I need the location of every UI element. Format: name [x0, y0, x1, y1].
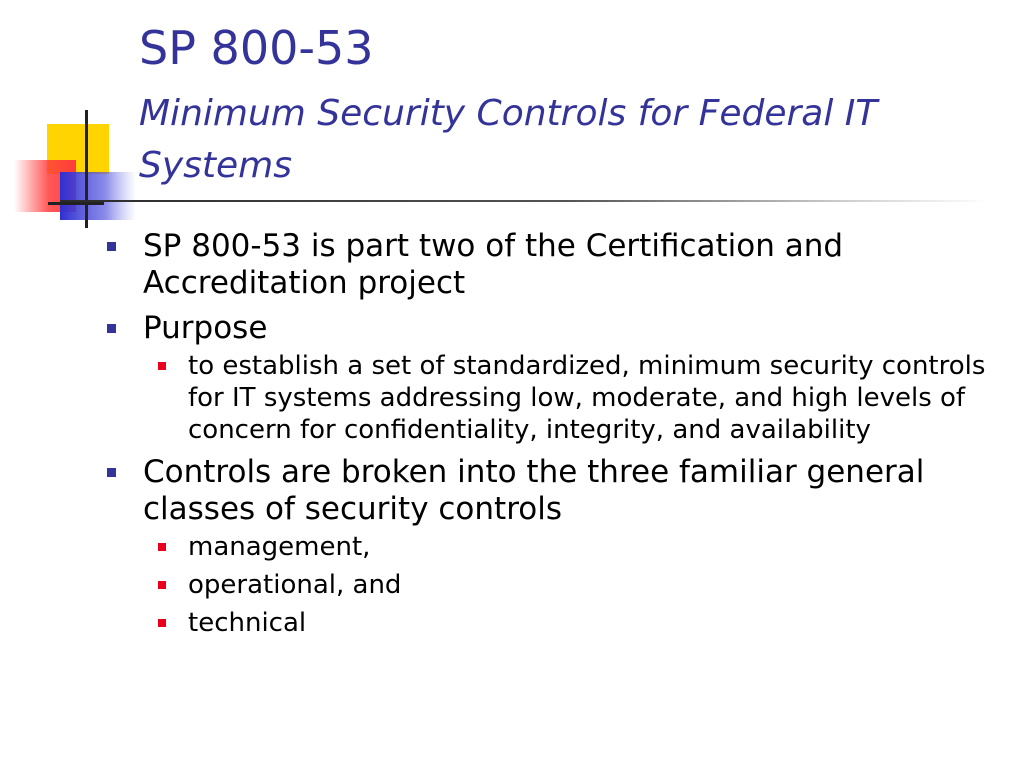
square-bullet-icon	[158, 581, 166, 589]
sub-bullet-item	[143, 569, 1000, 601]
sub-bullet-list	[143, 531, 1000, 639]
square-bullet-icon	[158, 619, 166, 627]
slide-body	[100, 228, 1000, 647]
slide-title: SP 800-53	[139, 21, 374, 75]
square-bullet-icon	[107, 242, 116, 251]
sub-bullet-text: technical	[188, 608, 307, 638]
bullet-item	[100, 310, 1000, 446]
bullet-text: SP 800-53 is part two of the Certification and Accreditation project	[143, 228, 844, 301]
bullet-item	[100, 454, 1000, 639]
sub-bullet-list	[143, 350, 1000, 446]
sub-bullet-text: to establish a set of standardized, minimum security controls for IT systems addressing low, moderate, and high levels of concern for confidentiality, integrity, and availability	[188, 351, 986, 445]
sub-bullet-item	[143, 531, 1000, 563]
square-bullet-icon	[158, 543, 166, 551]
slide-logo-icon	[0, 100, 140, 230]
slide-subtitle: Minimum Security Controls for Federal IT Systems	[139, 93, 878, 186]
title-divider	[60, 200, 990, 202]
square-bullet-icon	[107, 324, 116, 333]
bullet-list	[100, 228, 1000, 639]
sub-bullet-item	[143, 350, 1000, 446]
bullet-item	[100, 228, 1000, 302]
bullet-text: Controls are broken into the three familiar general classes of security controls	[143, 454, 925, 527]
sub-bullet-text: management,	[188, 532, 371, 562]
bullet-text: Purpose	[143, 310, 268, 346]
square-bullet-icon	[158, 362, 166, 370]
sub-bullet-text: operational, and	[188, 570, 402, 600]
square-bullet-icon	[107, 468, 116, 477]
sub-bullet-item	[143, 607, 1000, 639]
